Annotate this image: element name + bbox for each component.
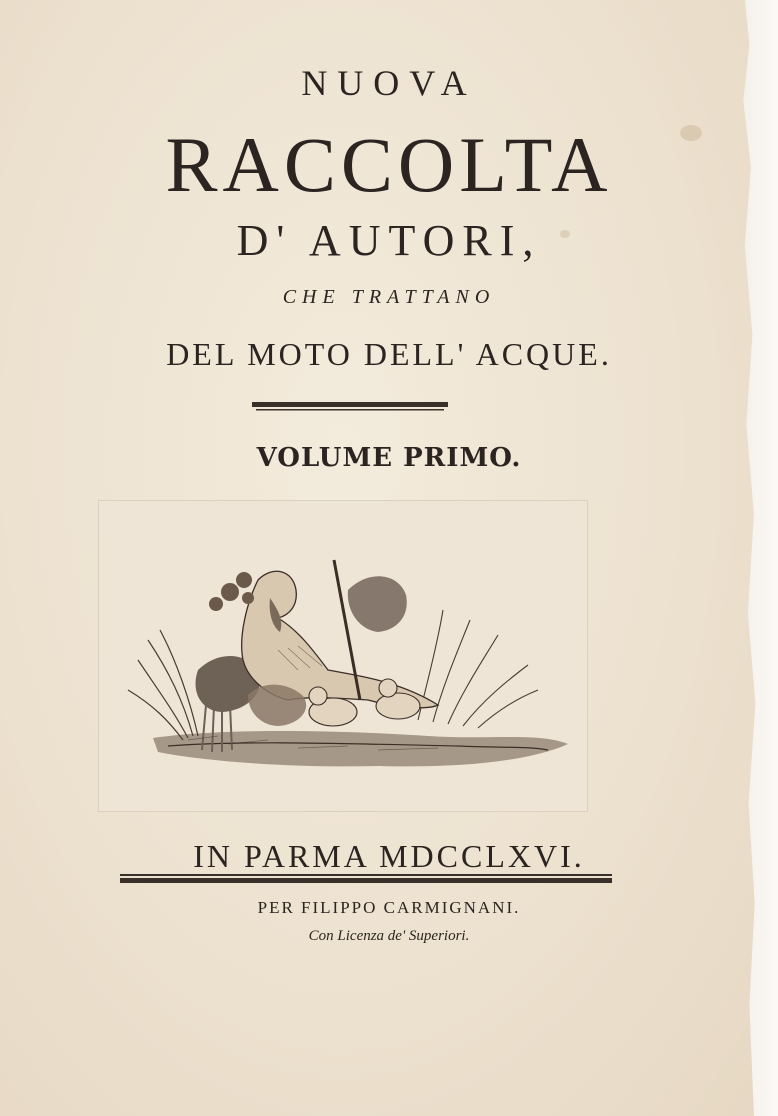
license-line: Con Licenza de' Superiori. [308, 928, 470, 944]
title-line-che-trattano: CHE TRATTANO [282, 286, 496, 308]
ornamental-rule [252, 401, 448, 412]
imprint-place-date: IN PARMA MDCCLXVI. [193, 838, 585, 874]
imprint-rule [120, 873, 612, 886]
title-line-autori: D' AUTORI, [236, 216, 542, 265]
printer-line: PER FILIPPO CARMIGNANI. [257, 898, 521, 917]
title-line-nuova: NUOVA [301, 63, 477, 103]
title-line-moto: DEL MOTO DELL' ACQUE. [166, 336, 612, 372]
river-god-engraving [98, 500, 588, 812]
title-line-raccolta: RACCOLTA [165, 121, 613, 208]
volume-label: VOLUME PRIMO. [256, 443, 522, 473]
